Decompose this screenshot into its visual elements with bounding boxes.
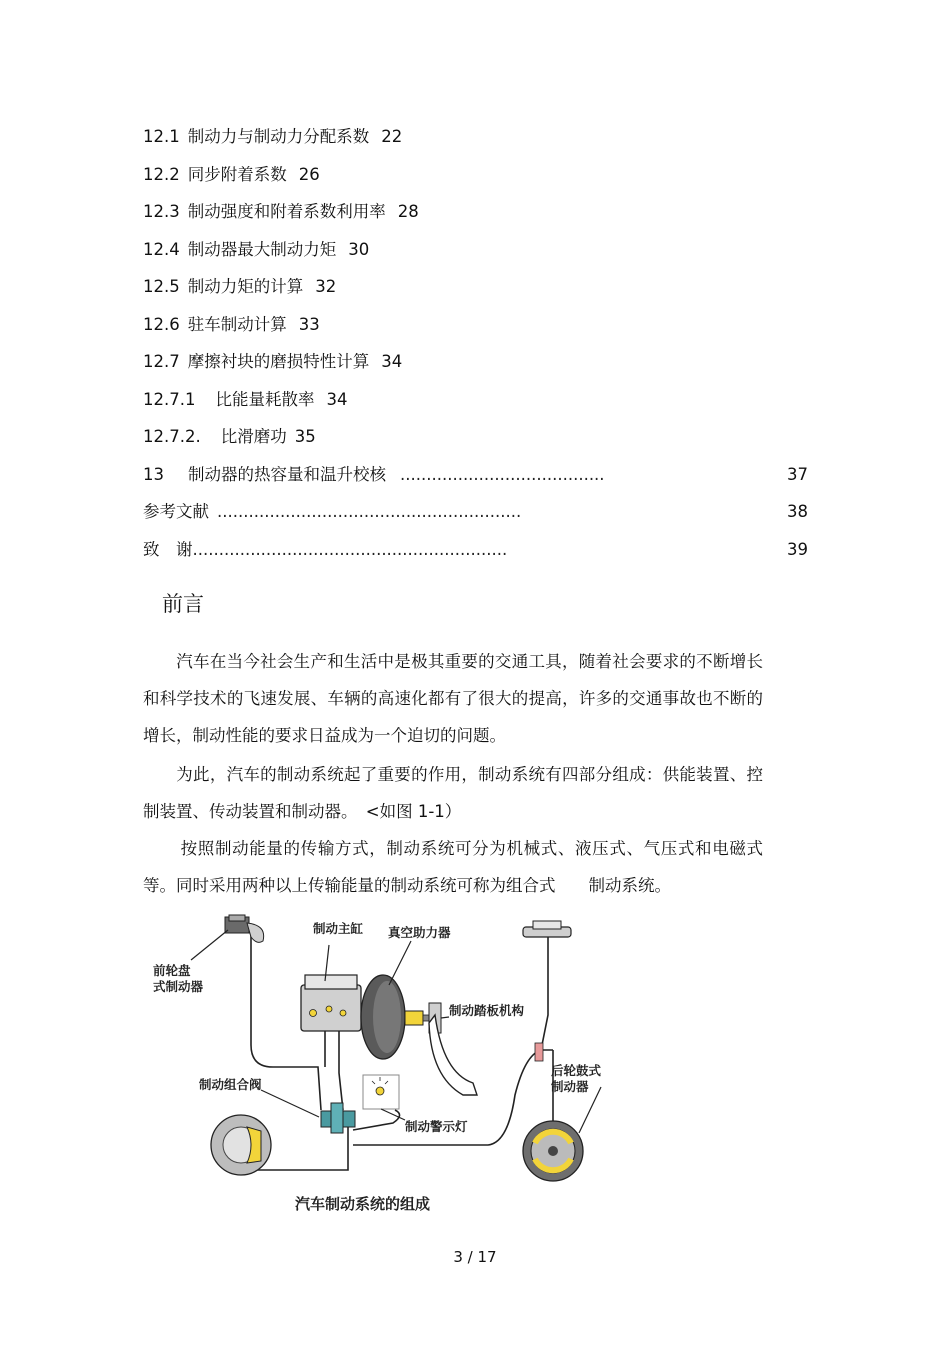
toc-number: 12.3 [143,202,180,221]
toc-page: 37 [787,464,808,484]
toc-number: 12.4 [143,239,180,259]
paragraph [143,643,763,754]
toc-row[interactable] [143,493,808,531]
label-front-disc-brake-2: 式制动器 [153,979,204,994]
paragraph-text: 按照制动能量的传输方式，制动系统可分为机械式、液压式、气压式和电磁式等。同时采用两种以上传输能量的制动系统可称为组合式 制动系统。 [143,839,763,895]
vacuum-booster [361,975,439,1059]
toc-leader: .......................................................... [217,502,522,521]
brake-lines [251,935,553,1170]
toc-row[interactable] [143,231,808,269]
toc-page: 33 [298,314,320,334]
paragraph [143,756,763,830]
toc-page: 22 [381,127,403,146]
toc-page: 26 [298,164,320,184]
label-master-cylinder: 制动主缸 [313,921,364,936]
toc-title: 制动强度和附着系数利用率 [187,202,386,221]
toc-number: 12.7.2. [143,427,201,446]
label-rear-drum-brake-1: 后轮鼓式 [551,1063,602,1078]
toc-page: 32 [315,277,337,296]
toc-row[interactable] [143,418,808,456]
toc-row[interactable] [143,531,808,569]
front-disc-brake-top [225,915,264,942]
toc-row[interactable] [143,343,808,381]
rear-drum-brake [523,1121,583,1181]
toc-page: 30 [348,239,370,259]
toc-title: 制动力矩的计算 [187,277,304,296]
toc-number: 12.7 [143,352,180,371]
toc-row[interactable] [143,118,808,156]
toc-page: 35 [294,427,316,446]
rear-brake-assembly-top [523,921,571,937]
toc-row[interactable] [143,381,808,419]
section-heading: 前言 [162,592,204,616]
toc-title: 摩擦衬块的磨损特性计算 [187,352,370,371]
label-front-disc-brake-1: 前轮盘 [153,963,191,978]
figure-caption: 汽车制动系统的组成 [295,1195,431,1213]
combination-valve [321,1103,355,1133]
front-disc-brake-wheel [211,1115,271,1175]
toc-number: 12.5 [143,277,180,296]
page-number: 3 / 17 [453,1248,497,1266]
toc-leader: ............................................................ [192,539,508,559]
warning-light [363,1075,399,1109]
toc-title: 制动力与制动力分配系数 [187,127,370,146]
label-warning-light: 制动警示灯 [405,1119,468,1134]
paragraph-text: 汽车在当今社会生产和生活中是极其重要的交通工具，随着社会要求的不断增长和科学技术的飞速发展、车辆的高速化都有了很大的提高，许多的交通事故也不断的增长，制动性能的要求日益成为一个迫切的问题。 [143,652,763,745]
toc-page: 28 [397,202,419,221]
table-of-contents [143,118,808,568]
toc-title: 驻车制动计算 [187,314,287,334]
toc-row[interactable] [143,456,808,494]
toc-row[interactable] [143,193,808,231]
toc-number: 12.2 [143,164,180,184]
line-connector [535,1043,543,1061]
toc-page: 39 [787,539,808,559]
toc-number: 12.7.1 [143,389,196,409]
toc-title: 同步附着系数 [187,164,287,184]
label-rear-drum-brake-2: 制动器 [551,1079,589,1094]
toc-title: 比能量耗散率 [215,389,315,409]
label-combination-valve: 制动组合阀 [199,1077,262,1092]
toc-row[interactable] [143,156,808,194]
toc-number: 12.6 [143,314,180,334]
toc-title: 制动器最大制动力矩 [187,239,337,259]
toc-row[interactable] [143,268,808,306]
toc-page: 34 [326,389,348,409]
paragraph-text: 为此，汽车的制动系统起了重要的作用，制动系统有四部分组成：供能装置、控制装置、传动装置和制动器。 <如图 1-1） [143,765,763,821]
toc-page: 34 [381,352,403,371]
toc-number: 13 [143,464,164,484]
toc-leader: ....................................... [400,464,605,484]
toc-number: 12.1 [143,127,180,146]
label-vacuum-booster: 真空助力器 [388,925,451,940]
label-brake-pedal: 制动踏板机构 [449,1003,525,1018]
toc-page: 38 [787,502,808,521]
toc-row[interactable] [143,306,808,344]
paragraph [143,830,763,904]
master-cylinder [301,975,361,1031]
toc-title: 比滑磨功 [220,427,287,446]
toc-title: 致 谢 [143,539,193,559]
toc-title: 参考文献 [143,502,209,521]
toc-title: 制动器的热容量和温升校核 [188,464,386,484]
brake-system-figure [143,905,623,1220]
